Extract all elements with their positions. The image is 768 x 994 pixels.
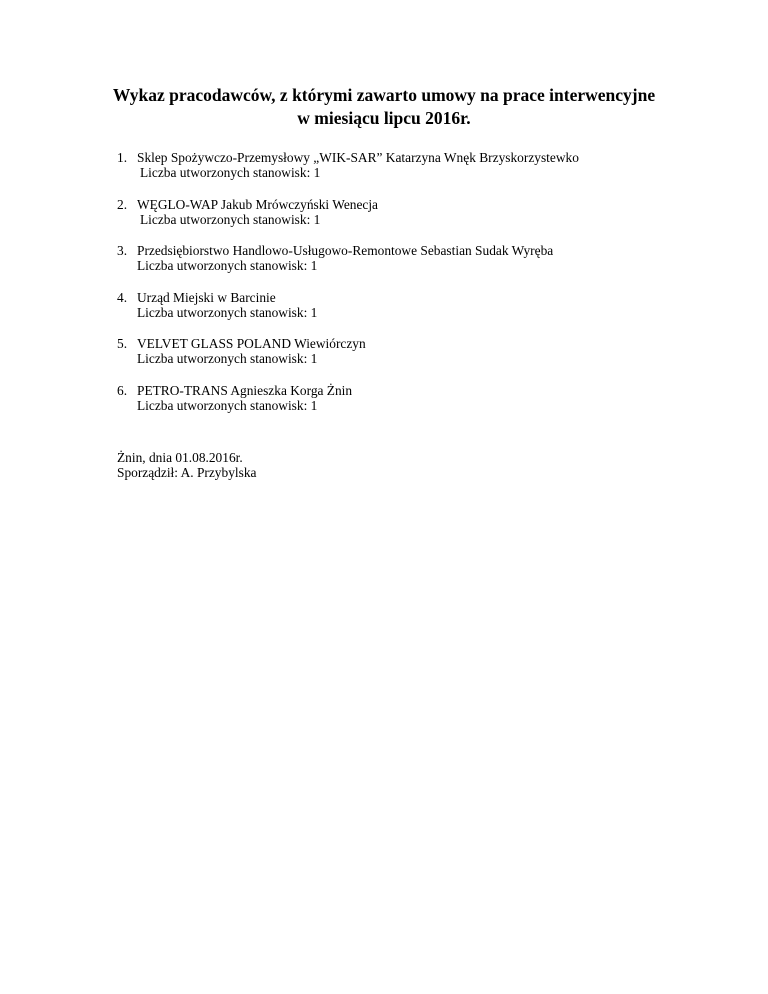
list-item [117,290,737,320]
employer-name: Sklep Spożywczo-Przemysłowy „WIK-SAR” Katarzyna Wnęk Brzyskorzystewko [137,150,579,165]
employer-name: VELVET GLASS POLAND Wiewiórczyn [137,336,366,351]
list-item [117,150,737,180]
positions-count: Liczba utworzonych stanowisk: 1 [140,165,321,180]
list-item [117,243,737,273]
positions-count: Liczba utworzonych stanowisk: 1 [137,304,318,320]
employer-name: PETRO-TRANS Agnieszka Korga Żnin [137,382,353,398]
title-line-2: w miesiącu lipcu 2016r. [297,108,471,128]
item-number: 5. [117,336,128,351]
document-title [0,84,768,130]
list-item [117,336,737,366]
item-number: 4. [117,289,128,305]
positions-count: Liczba utworzonych stanowisk: 1 [137,397,318,413]
employer-name: Urząd Miejski w Barcinie [137,289,276,305]
document-footer [117,450,256,480]
employer-name: Przedsiębiorstwo Handlowo-Usługowo-Remontowe Sebastian Sudak Wyręba [137,243,554,258]
item-number: 6. [117,382,128,398]
list-item [117,383,737,413]
item-number: 3. [117,243,128,258]
item-number: 2. [117,196,128,212]
list-item [117,197,737,227]
prepared-by: Sporządził: A. Przybylska [117,465,257,480]
title-line-1: Wykaz pracodawców, z którymi zawarto umowy na prace interwencyjne [112,85,656,105]
positions-count: Liczba utworzonych stanowisk: 1 [140,211,321,227]
employer-name: WĘGLO-WAP Jakub Mrówczyński Wenecja [137,196,379,212]
positions-count: Liczba utworzonych stanowisk: 1 [137,351,318,366]
employer-list [117,150,737,429]
positions-count: Liczba utworzonych stanowisk: 1 [137,258,318,273]
item-number: 1. [117,150,128,165]
place-date: Żnin, dnia 01.08.2016r. [117,450,243,465]
